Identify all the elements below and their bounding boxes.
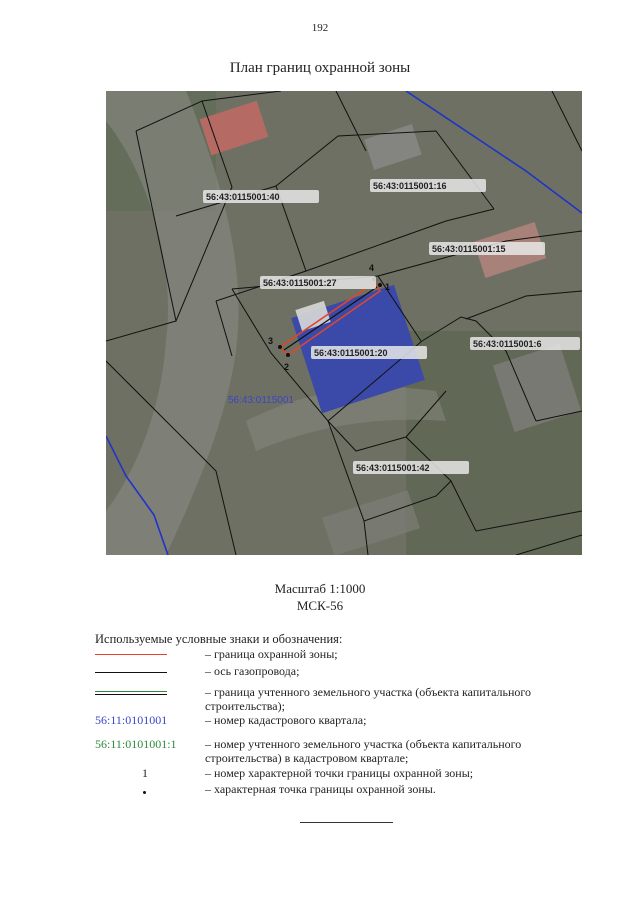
zone-boundary-line-symbol — [95, 654, 167, 655]
quarter-number-sample: 56:11:0101001 — [95, 713, 168, 727]
legend-description: – номер кадастрового квартала; — [205, 713, 367, 727]
quarter-label: 56:43:0115001 — [228, 395, 294, 406]
pipeline-axis-line-symbol — [95, 672, 167, 673]
boundary-point-3 — [278, 345, 282, 349]
protection-zone-map[interactable] — [106, 91, 582, 555]
point-label: 3 — [268, 336, 274, 346]
scale-ratio: Масштаб 1:1000 — [274, 581, 366, 596]
plot-label-group — [370, 179, 486, 192]
plot-label-20: 56:43:0115001:20 — [314, 348, 388, 358]
point-label: 4 — [369, 263, 375, 273]
legend-description: – ось газопровода; — [205, 664, 300, 678]
legend-description: – характерная точка границы охранной зоны. — [205, 782, 436, 796]
point-label: 2 — [284, 362, 290, 372]
point-marker-dot — [143, 791, 146, 794]
page-title: План границ охранной зоны — [229, 60, 411, 76]
plot-label-6: 56:43:0115001:6 — [473, 339, 542, 349]
plot-label-group — [311, 346, 427, 359]
legend-description: – номер характерной точки границы охранной зоны; — [205, 766, 474, 780]
plot-label-40: 56:43:0115001:40 — [206, 192, 280, 202]
boundary-point-2 — [286, 353, 290, 357]
map-canvas — [106, 91, 582, 555]
boundary-point-1 — [378, 283, 382, 287]
plot-label-group — [353, 461, 469, 474]
plot-label-group — [470, 337, 580, 350]
plot-boundary-line-symbol — [95, 691, 167, 695]
legend-description: – граница учтенного земельного участка (объекта капитального строительства); — [205, 685, 532, 713]
plot-label-16: 56:43:0115001:16 — [373, 181, 447, 191]
plot-number-sample: 56:11:0101001:1 — [95, 737, 177, 751]
plot-label-42: 56:43:0115001:42 — [356, 463, 430, 473]
legend-description: – номер учтенного земельного участка (объекта капитального строительства) в кадастровом квартале; — [205, 737, 522, 765]
coordinate-system: МСК-56 — [296, 598, 344, 613]
point-label: 1 — [385, 282, 391, 292]
plot-label-group — [260, 276, 376, 289]
legend-description: – граница охранной зоны; — [205, 647, 338, 661]
point-number-sample: 1 — [142, 766, 148, 780]
plot-label-15: 56:43:0115001:15 — [432, 244, 506, 254]
closing-rule — [300, 822, 393, 823]
plot-label-27: 56:43:0115001:27 — [263, 278, 337, 288]
plot-label-group — [429, 242, 545, 255]
plot-label-group — [203, 190, 319, 203]
scale-block — [0, 580, 640, 614]
page-number: 192 — [311, 22, 329, 34]
legend-title: Используемые условные знаки и обозначения: — [95, 632, 343, 646]
